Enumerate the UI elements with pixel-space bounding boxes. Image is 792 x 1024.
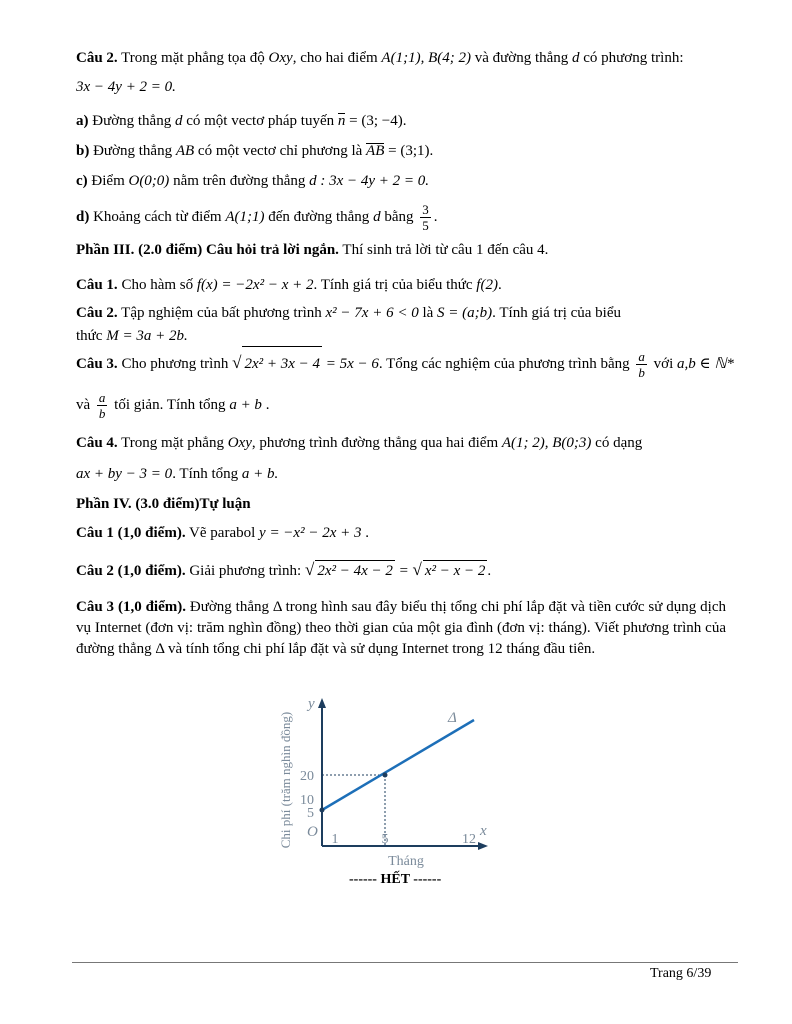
- point-month-5: [383, 773, 388, 778]
- question-text: Cho hàm số: [117, 277, 197, 293]
- footer-divider: [72, 962, 738, 963]
- p3-q4: [76, 433, 642, 453]
- question-text: . Tính giá trị của biểu: [492, 305, 621, 321]
- question-text: .: [261, 397, 270, 413]
- option-text: nằm trên đường thẳng: [169, 173, 310, 189]
- option-text: Đường thẳng: [88, 113, 175, 129]
- line-equation: d : 3x − 4y + 2 = 0.: [309, 173, 430, 189]
- question-text: Đường thẳng Δ trong hình sau đây biểu thị tổng chi phí lắp đặt và tiền cước sử dụng dịch vụ Internet (đơn vị: trăm nghìn đồng) theo thời gian của một gia đình (đơn vị: tháng). Viết phương trình của đường thẳng Δ và tính tổng chi phí lắp đặt và sử dụng Internet trong 12 tháng đầu tiên.: [76, 599, 727, 657]
- plane-oxy: Oxy: [227, 435, 252, 451]
- option-label: c): [76, 173, 88, 189]
- sum-expr: a + b: [229, 397, 262, 413]
- option-text: bằng: [380, 209, 418, 225]
- q2-points: A(1;1), B(4; 2): [381, 50, 471, 66]
- parabol-equation: y = −x² − 2x + 3: [259, 525, 362, 541]
- fraction-numerator: a: [98, 390, 106, 406]
- p3-q2: [76, 303, 621, 323]
- question-text: với: [649, 356, 677, 372]
- line-d: d: [373, 209, 381, 225]
- line-ab: AB: [175, 143, 195, 159]
- fraction-numerator: 3: [422, 202, 429, 218]
- question-title: Câu 2.: [76, 305, 118, 321]
- p3-q4-cont: [76, 464, 278, 484]
- q2-option-a: [76, 111, 406, 131]
- x-tick-12: 12: [462, 832, 476, 847]
- q2-oxy: Oxy: [268, 50, 293, 66]
- point-a: A(1;1): [225, 209, 265, 225]
- x-axis-arrow: [478, 842, 488, 850]
- line-d: d: [174, 113, 183, 129]
- question-title: Câu 3 (1,0 điểm).: [76, 599, 186, 615]
- x-axis-letter: x: [480, 823, 487, 839]
- question-text: Giải phương trình:: [185, 563, 305, 579]
- radicand-left: 2x² − 4x − 2: [315, 560, 395, 581]
- solution-set: S = (a;b): [437, 305, 493, 321]
- question-text: có dạng: [591, 435, 643, 451]
- delta-line: [322, 720, 474, 810]
- y-axis-label: Chi phí (trăm nghìn đồng): [278, 711, 293, 849]
- p3-q1: [76, 275, 502, 295]
- radicand: 2x² + 3x − 4: [242, 346, 322, 381]
- option-label: d): [76, 209, 90, 225]
- q2-text: có phương trình:: [579, 50, 684, 66]
- question-title: Câu 1.: [76, 277, 118, 293]
- q2-equation: 3x − 4y + 2 = 0.: [76, 79, 176, 95]
- option-text: .: [433, 209, 438, 225]
- q2-text: và đường thẳng: [470, 50, 573, 66]
- question-text: Cho phương trình: [117, 356, 233, 372]
- q2-text: Trong mặt phẳng tọa độ: [117, 50, 269, 66]
- option-text: Điểm: [87, 173, 129, 189]
- delta-label: Δ: [448, 710, 457, 726]
- direction-vector: AB: [366, 143, 385, 159]
- p3-q2-cont: [76, 326, 188, 346]
- fraction-3-5: [420, 202, 431, 233]
- y-axis-letter: y: [308, 696, 315, 712]
- question-text: . Tính tổng: [172, 466, 242, 482]
- option-label: b): [76, 143, 90, 159]
- x-tick-1: 1: [331, 832, 339, 847]
- option-text: có một vectơ chỉ phương là: [194, 143, 367, 159]
- y-tick-20: 20: [300, 769, 314, 784]
- p3-q3-cont: [76, 388, 269, 422]
- question-text: .: [361, 525, 369, 541]
- x-tick-5: 5: [381, 832, 389, 847]
- q2-line-d: d: [572, 50, 580, 66]
- y-axis-arrow: [318, 698, 326, 708]
- p3-q3: Câu 3. Cho phương trình √ 2x² + 3x − 4 = 5x − 6. Tổng các nghiệm của phương trình bằng $\frac{a}{b}$ với a,b ∈ ℕ*: [76, 346, 734, 381]
- p4-q2: Câu 2 (1,0 điểm). Giải phương trình: √ 2x² − 4x − 2 = √ x² − x − 2 .: [76, 560, 492, 579]
- option-text: Đường thẳng: [89, 143, 176, 159]
- x-axis-label: Tháng: [388, 854, 424, 869]
- fraction-a-b: [97, 390, 108, 421]
- fraction-a-b: [636, 349, 647, 380]
- q2-intro-line: [76, 48, 683, 68]
- vector-value: = (3;1).: [384, 143, 434, 159]
- q2-title: Câu 2.: [76, 50, 118, 66]
- part3-instruction: Thí sinh trả lời từ câu 1 đến câu 4.: [338, 242, 549, 258]
- equation-rhs: = 5x − 6: [322, 356, 379, 372]
- part3-heading: [76, 240, 548, 260]
- question-text: Vẽ parabol: [185, 525, 260, 541]
- part4-heading: Phần IV. (3.0 điểm)Tự luận: [76, 496, 251, 512]
- question-title: Câu 4.: [76, 435, 118, 451]
- p4-q1: [76, 523, 369, 543]
- sum-expr: a + b.: [241, 466, 279, 482]
- points: A(1; 2), B(0;3): [501, 435, 592, 451]
- cost-line-figure: [268, 688, 498, 872]
- question-text: .: [487, 563, 492, 579]
- fraction-denominator: b: [638, 365, 645, 381]
- fraction-denominator: 5: [422, 218, 429, 234]
- question-text: , phương trình đường thẳng qua hai điểm: [251, 435, 502, 451]
- end-marker: ------ HẾT ------: [349, 872, 442, 887]
- part3-title: Phần III. (2.0 điểm) Câu hỏi trả lời ngắn.: [76, 242, 339, 258]
- question-title: Câu 2 (1,0 điểm).: [76, 563, 186, 579]
- vector-value: = (3; −4).: [345, 113, 407, 129]
- question-text: và: [76, 397, 94, 413]
- question-text: . Tính giá trị của biểu thức: [313, 277, 477, 293]
- inequality: x² − 7x + 6 < 0: [325, 305, 419, 321]
- expression: f(2): [476, 277, 498, 293]
- y-tick-10: 10: [300, 793, 314, 808]
- question-text: Tập nghiệm của bất phương trình: [117, 305, 326, 321]
- equals-sign: =: [394, 563, 413, 579]
- option-text: có một vectơ pháp tuyến: [182, 113, 338, 129]
- q2-option-d: [76, 200, 437, 234]
- line-equation: ax + by − 3 = 0: [76, 466, 173, 482]
- question-text: thức: [76, 328, 107, 344]
- option-label: a): [76, 113, 89, 129]
- question-title: Câu 1 (1,0 điểm).: [76, 525, 186, 541]
- q2-option-c: [76, 171, 429, 191]
- question-title: Câu 3.: [76, 356, 118, 372]
- option-text: đến đường thẳng: [264, 209, 374, 225]
- point-o: O(0;0): [128, 173, 170, 189]
- question-text: Trong mặt phẳng: [117, 435, 228, 451]
- origin-label: O: [307, 824, 318, 840]
- normal-vector: n: [337, 113, 346, 129]
- p4-q3: [76, 597, 726, 660]
- number-set: a,b ∈ ℕ*: [677, 356, 734, 372]
- point-intercept: [320, 808, 325, 813]
- radicand-right: x² − x − 2: [423, 560, 488, 581]
- y-tick-5: 5: [307, 806, 314, 821]
- question-text: . Tổng các nghiệm của phương trình bằng: [378, 356, 634, 372]
- question-text: là: [418, 305, 438, 321]
- expression: M = 3a + 2b.: [106, 328, 188, 344]
- function-expr: f(x) = −2x² − x + 2: [196, 277, 314, 293]
- question-text: tối giản. Tính tổng: [110, 397, 230, 413]
- fraction-numerator: a: [638, 349, 645, 365]
- q2-text: , cho hai điểm: [292, 50, 382, 66]
- question-text: .: [497, 277, 502, 293]
- q2-option-b: [76, 141, 433, 161]
- page-number: Trang 6/39: [650, 966, 712, 981]
- option-text: Khoảng cách từ điểm: [89, 209, 226, 225]
- fraction-denominator: b: [98, 406, 106, 422]
